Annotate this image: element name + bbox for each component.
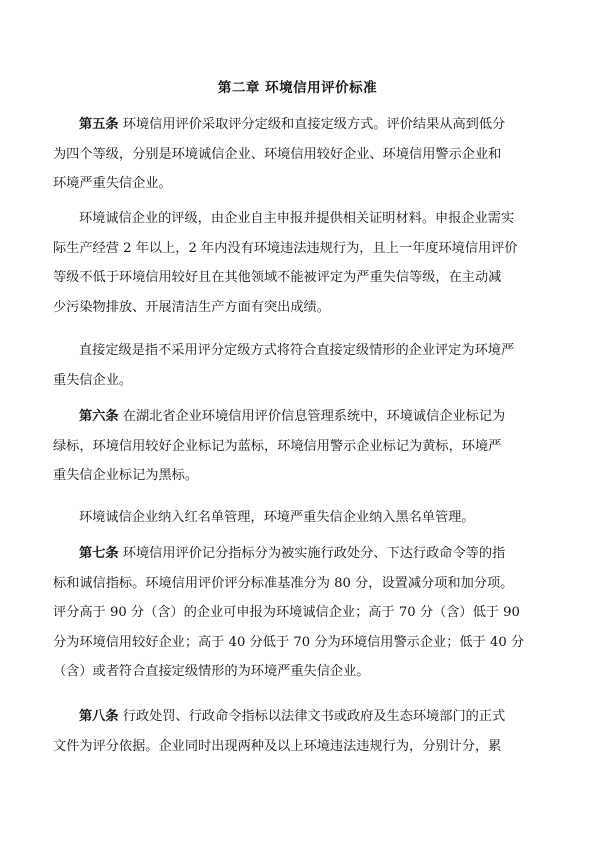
paragraph-line: 环境严重失信企业。	[53, 176, 172, 191]
paragraph-red-black-list	[79, 503, 519, 533]
paragraph-line: 直接定级是指不采用评分定级方式将符合直接定级情形的企业评定为环境严	[79, 343, 515, 358]
paragraph-line: 为四个等级，分别是环境诚信企业、环境信用较好企业、环境信用警示企业和	[53, 146, 502, 162]
paragraph-line: 环境诚信企业的评级，由企业自主申报并提供相关证明材料。申报企业需实	[79, 211, 515, 226]
paragraph-line: 重失信企业标记为黑标。	[53, 468, 199, 483]
paragraph-article-6	[53, 402, 519, 491]
line-text: 环境信用评价记分指标分为被实施行政处分、下达行政命令等的指	[122, 546, 506, 561]
paragraph-line: 际生产经营 2 年以上，2 年内没有环境违法违规行为，且上一年度环境信用评价	[53, 240, 518, 256]
line-text: 环境信用评价采取评分定级和直接定级方式。评价结果从高到低分	[122, 117, 506, 132]
paragraph-article-7	[53, 539, 525, 687]
paragraph-direct-rating	[53, 336, 519, 395]
paragraph-line	[79, 539, 519, 569]
paragraph-line: 重失信企业。	[53, 372, 133, 388]
paragraph-line: 标和诚信指标。环境信用评价评分标准基准分为 80 分，设置减分项和加分项。	[53, 575, 514, 591]
article-label: 第七条	[79, 546, 119, 561]
paragraph-line: 少污染物排放、开展清洁生产方面有突出成绩。	[53, 299, 330, 315]
line-text: 行政处罚、行政命令指标以法律文书或政府及生态环境部门的正式	[122, 709, 506, 724]
paragraph-line: 环境诚信企业纳入红名单管理，环境严重失信企业纳入黑名单管理。	[79, 510, 475, 525]
article-label: 第六条	[79, 409, 119, 424]
paragraph-line	[79, 110, 519, 140]
paragraph-article-5	[53, 110, 519, 199]
paragraph-integrity-rating	[53, 204, 519, 322]
article-label: 第八条	[79, 709, 119, 724]
paragraph-line: 分为环境信用较好企业；高于 40 分低于 70 分为环境信用警示企业；低于 40 分	[53, 634, 525, 650]
paragraph-line	[79, 702, 519, 732]
paragraph-line: 绿标，环境信用较好企业标记为蓝标，环境信用警示企业标记为黄标，环境严	[53, 438, 502, 454]
paragraph-line	[79, 402, 519, 432]
paragraph-line: 等级不低于环境信用较好且在其他领域不能被评定为严重失信等级，在主动减	[53, 270, 502, 285]
line-text: 在湖北省企业环境信用评价信息管理系统中，环境诚信企业标记为	[122, 409, 506, 424]
paragraph-article-8	[53, 702, 519, 761]
article-label: 第五条	[79, 117, 119, 132]
chapter-title: 第二章 环境信用评价标准	[217, 80, 378, 96]
paragraph-line: 文件为评分依据。企业同时出现两种及以上环境违法违规行为，分别计分，累	[53, 738, 502, 754]
paragraph-line: （含）或者符合直接定级情形的为环境严重失信企业。	[53, 664, 370, 679]
paragraph-line: 评分高于 90 分（含）的企业可申报为环境诚信企业；高于 70 分（含）低于 90	[53, 605, 520, 620]
